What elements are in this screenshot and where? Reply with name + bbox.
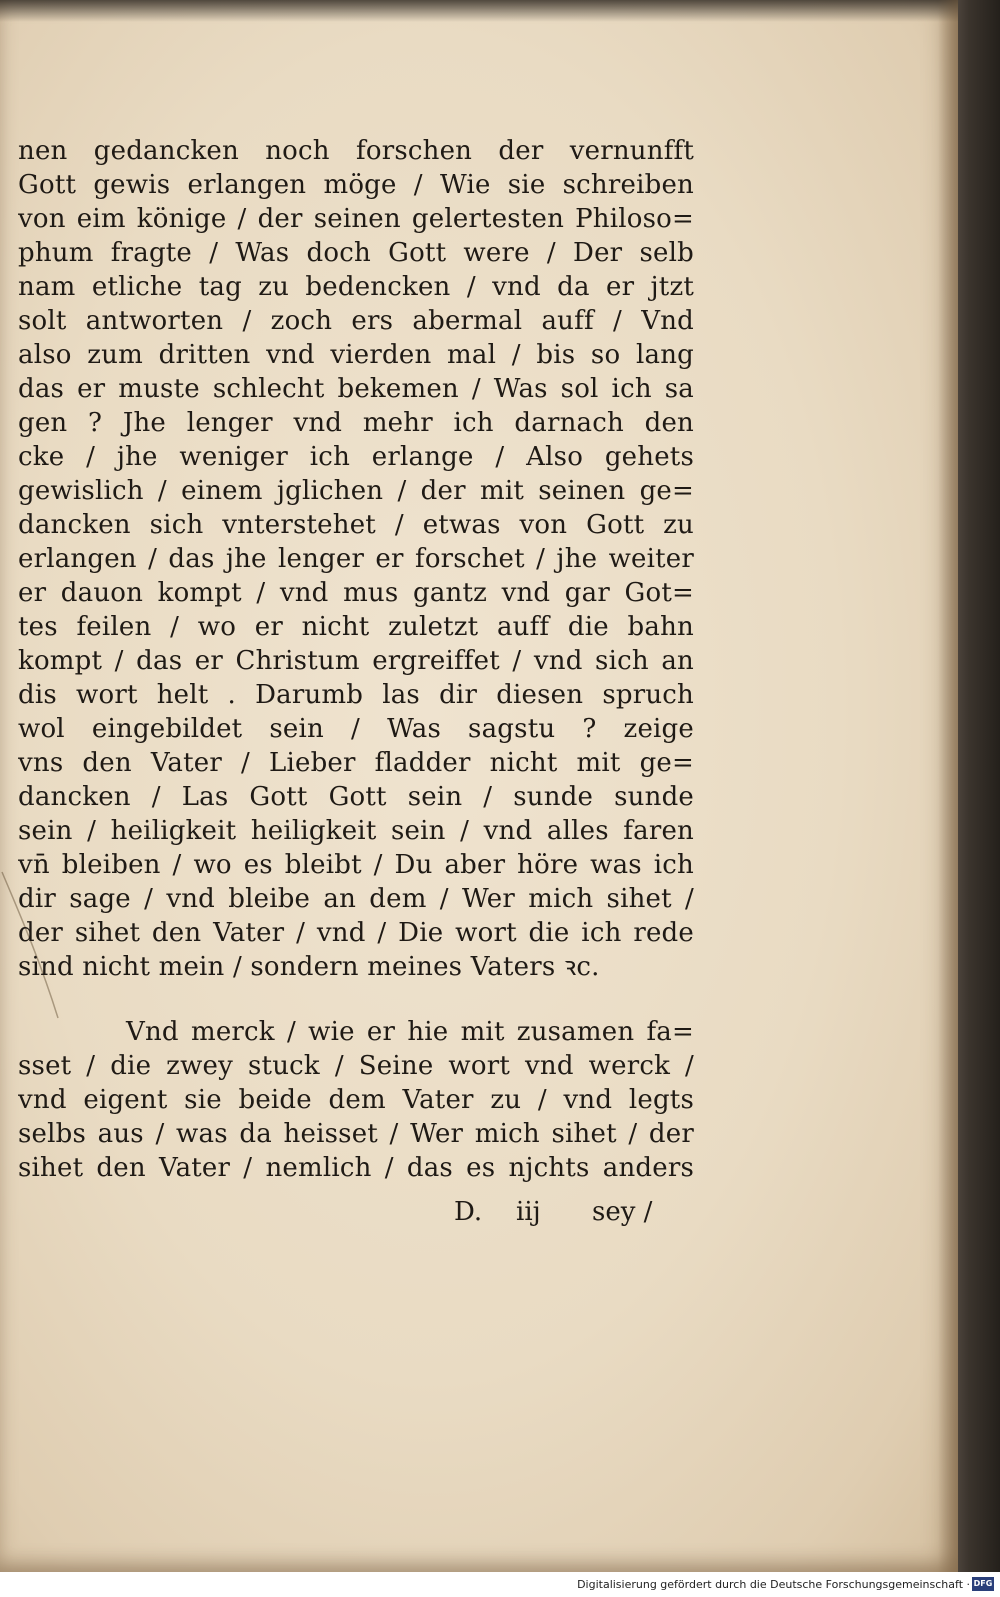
signature-line: [454, 1192, 686, 1232]
text-line: tes feilen / wo er nicht zuletzt auff die bahn: [18, 612, 694, 642]
text-line: dis wort helt . Darumb las dir diesen spruch: [18, 680, 694, 710]
text-line-paragraph-end: sind nicht mein / sondern meines Vaters ꝛc.: [18, 952, 600, 982]
text-line: nen gedancken noch forschen der vernunfft: [18, 136, 694, 166]
text-line: kompt / das er Christum ergreiffet / vnd sich an: [18, 646, 694, 676]
text-line: dancken / Las Gott Gott sein / sunde sunde: [18, 782, 694, 812]
text-line: Gott gewis erlangen möge / Wie sie schreiben: [18, 170, 694, 200]
text-line: solt antworten / zoch ers abermal auff / Vnd: [18, 306, 694, 336]
text-line: phum fragte / Was doch Gott were / Der selb: [18, 238, 694, 268]
catchword: sey /: [592, 1197, 653, 1227]
page-edge: [938, 0, 958, 1572]
text-line: sset / die zwey stuck / Seine wort vnd werck /: [18, 1051, 694, 1081]
text-line-indented: Vnd merck / wie er hie mit zusamen fa=: [126, 1017, 694, 1047]
dfg-logo: DFG: [972, 1577, 994, 1591]
text-line: gewislich / einem jglichen / der mit seinen ge=: [18, 476, 694, 506]
text-line: selbs aus / was da heisset / Wer mich sihet / der: [18, 1119, 694, 1149]
signature-letter: D.: [454, 1197, 483, 1227]
text-line: sein / heiligkeit heiligkeit sein / vnd alles faren: [18, 816, 694, 846]
text-line: nam etliche tag zu bedencken / vnd da er jtzt: [18, 272, 694, 302]
funding-credit: Digitalisierung gefördert durch die Deutsche Forschungsgemeinschaft ·: [577, 1578, 970, 1591]
text-line: das er muste schlecht bekemen / Was sol ich sa: [18, 374, 694, 404]
text-line: also zum dritten vnd vierden mal / bis so lang: [18, 340, 694, 370]
text-line: dancken sich vnterstehet / etwas von Gott zu: [18, 510, 694, 540]
text-line: erlangen / das jhe lenger er forschet / jhe weiter: [18, 544, 694, 574]
text-line: wol eingebildet sein / Was sagstu ? zeige: [18, 714, 694, 744]
text-line: sihet den Vater / nemlich / das es njchts anders: [18, 1153, 694, 1183]
text-line: vns den Vater / Lieber fladder nicht mit ge=: [18, 748, 694, 778]
text-line: vn̄ bleiben / wo es bleibt / Du aber höre was ich: [18, 850, 694, 880]
text-line: von eim könige / der seinen gelertesten Philoso=: [18, 204, 694, 234]
top-shadow: [0, 0, 958, 22]
text-line: dir sage / vnd bleibe an dem / Wer mich sihet /: [18, 884, 694, 914]
text-line: er dauon kompt / vnd mus gantz vnd gar Got=: [18, 578, 694, 608]
text-line: der sihet den Vater / vnd / Die wort die ich rede: [18, 918, 694, 948]
text-line: gen ? Jhe lenger vnd mehr ich darnach den: [18, 408, 694, 438]
text-line: vnd eigent sie beide dem Vater zu / vnd legts: [18, 1085, 694, 1115]
signature-number: iij: [516, 1197, 541, 1227]
footer-bar: [0, 1572, 1000, 1597]
paragraph-gap: [18, 984, 694, 1015]
page-text: [18, 134, 694, 1185]
text-line: cke / jhe weniger ich erlange / Also gehets: [18, 442, 694, 472]
